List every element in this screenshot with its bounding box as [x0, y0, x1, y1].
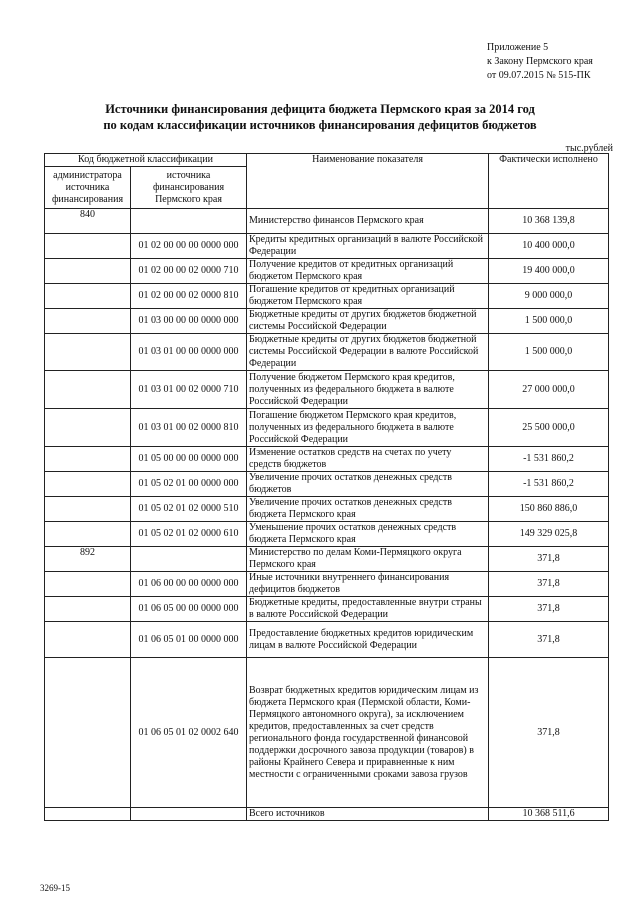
executed-value-cell: 149 329 025,8: [489, 522, 609, 547]
admin-cell: [45, 572, 131, 597]
indicator-name-cell: Увеличение прочих остатков денежных средств бюджета Пермского края: [247, 497, 489, 522]
indicator-name-cell: Предоставление бюджетных кредитов юридическим лицам в валюте Российской Федерации: [247, 622, 489, 658]
table-row: [45, 658, 609, 808]
header-code-group: Код бюджетной классификации: [45, 154, 247, 167]
executed-value-cell: 10 368 139,8: [489, 209, 609, 234]
indicator-name-cell: Увеличение прочих остатков денежных средств бюджетов: [247, 472, 489, 497]
executed-value-cell: 27 000 000,0: [489, 371, 609, 409]
document-code: 3269-15: [40, 883, 70, 893]
table-row: [45, 284, 609, 309]
appendix-line1: Приложение 5: [487, 42, 549, 53]
indicator-name-cell: Министерство финансов Пермского края: [247, 209, 489, 234]
header-name: Наименование показателя: [247, 154, 489, 209]
executed-value-cell: 19 400 000,0: [489, 259, 609, 284]
source-code-cell: 01 06 05 00 00 0000 000: [131, 597, 247, 622]
indicator-name-cell: Бюджетные кредиты от других бюджетов бюджетной системы Российской Федерации: [247, 309, 489, 334]
executed-value-cell: 371,8: [489, 572, 609, 597]
indicator-name-cell: Изменение остатков средств на счетах по учету средств бюджетов: [247, 447, 489, 472]
indicator-name-cell: Возврат бюджетных кредитов юридическим лицам из бюджета Пермского края (Пермской области, Коми-Пермяцкого автономного округа), за исключением кредитов, предоставленных за счет средств регионального фонда государственной финансовой поддержки досрочного завоза продукции (товаров) в районы Крайнего Севера и приравненные к ним местности с ограниченными сроками завоза грузов: [247, 658, 489, 808]
admin-cell: [45, 334, 131, 371]
source-code-cell: 01 02 00 00 02 0000 810: [131, 284, 247, 309]
indicator-name-cell: Погашение бюджетом Пермского края кредитов, полученных из федерального бюджета в валюте Российской Федерации: [247, 409, 489, 447]
executed-value-cell: 371,8: [489, 658, 609, 808]
executed-value-cell: 1 500 000,0: [489, 309, 609, 334]
executed-value-cell: 371,8: [489, 547, 609, 572]
units-label: тыс.рублей: [565, 143, 613, 154]
title-line1: Источники финансирования дефицита бюджета Пермского края за 2014 год: [105, 102, 535, 116]
executed-value-cell: -1 531 860,2: [489, 472, 609, 497]
table-row: [45, 547, 609, 572]
table-row: [45, 497, 609, 522]
table-row: [45, 622, 609, 658]
total-row: [45, 808, 609, 821]
admin-cell: [45, 234, 131, 259]
source-code-cell: 01 05 00 00 00 0000 000: [131, 447, 247, 472]
total-admin-cell: [45, 808, 131, 821]
admin-cell: 892: [45, 547, 131, 572]
indicator-name-cell: Иные источники внутреннего финансирования дефицитов бюджетов: [247, 572, 489, 597]
source-code-cell: 01 03 01 00 02 0000 710: [131, 371, 247, 409]
admin-cell: [45, 309, 131, 334]
document-title: [40, 101, 600, 133]
executed-value-cell: 371,8: [489, 622, 609, 658]
source-code-cell: 01 03 01 00 02 0000 810: [131, 409, 247, 447]
title-line2: по кодам классификации источников финансирования дефицитов бюджетов: [103, 118, 537, 132]
table-row: [45, 472, 609, 497]
table-row: [45, 334, 609, 371]
admin-cell: [45, 597, 131, 622]
source-code-cell: 01 05 02 01 00 0000 000: [131, 472, 247, 497]
source-code-cell: 01 06 05 01 02 0002 640: [131, 658, 247, 808]
indicator-name-cell: Бюджетные кредиты от других бюджетов бюджетной системы Российской Федерации в валюте Российской Федерации: [247, 334, 489, 371]
admin-cell: [45, 284, 131, 309]
total-code-cell: [131, 808, 247, 821]
admin-cell: [45, 371, 131, 409]
executed-value-cell: 150 860 886,0: [489, 497, 609, 522]
executed-value-cell: 1 500 000,0: [489, 334, 609, 371]
table-row: [45, 572, 609, 597]
admin-cell: [45, 522, 131, 547]
admin-cell: [45, 497, 131, 522]
admin-cell: [45, 472, 131, 497]
total-label: Всего источников: [247, 808, 489, 821]
source-code-cell: [131, 547, 247, 572]
source-code-cell: 01 02 00 00 02 0000 710: [131, 259, 247, 284]
source-code-cell: 01 05 02 01 02 0000 510: [131, 497, 247, 522]
source-code-cell: [131, 209, 247, 234]
table-row: [45, 409, 609, 447]
admin-cell: [45, 622, 131, 658]
source-code-cell: 01 06 00 00 00 0000 000: [131, 572, 247, 597]
source-code-cell: 01 05 02 01 02 0000 610: [131, 522, 247, 547]
sources-table: [44, 153, 609, 821]
executed-value-cell: -1 531 860,2: [489, 447, 609, 472]
admin-cell: 840: [45, 209, 131, 234]
indicator-name-cell: Получение кредитов от кредитных организаций бюджетом Пермского края: [247, 259, 489, 284]
table-row: [45, 371, 609, 409]
appendix-line3: от 09.07.2015 № 515-ПК: [487, 70, 591, 81]
table-row: [45, 259, 609, 284]
executed-value-cell: 9 000 000,0: [489, 284, 609, 309]
executed-value-cell: 10 400 000,0: [489, 234, 609, 259]
indicator-name-cell: Министерство по делам Коми-Пермяцкого округа Пермского края: [247, 547, 489, 572]
source-code-cell: 01 03 01 00 00 0000 000: [131, 334, 247, 371]
indicator-name-cell: Погашение кредитов от кредитных организаций бюджетом Пермского края: [247, 284, 489, 309]
table-row: [45, 309, 609, 334]
table-row: [45, 522, 609, 547]
header-source: источника финансирования Пермского края: [131, 167, 247, 209]
admin-cell: [45, 447, 131, 472]
admin-cell: [45, 658, 131, 808]
table-row: [45, 447, 609, 472]
table-row: [45, 234, 609, 259]
admin-cell: [45, 259, 131, 284]
appendix-note: [487, 41, 627, 83]
indicator-name-cell: Уменьшение прочих остатков денежных средств бюджета Пермского края: [247, 522, 489, 547]
indicator-name-cell: Бюджетные кредиты, предоставленные внутри страны в валюте Российской Федерации: [247, 597, 489, 622]
table-row: [45, 209, 609, 234]
table-body: [45, 209, 609, 821]
header-value: Фактически исполнено: [489, 154, 609, 209]
indicator-name-cell: Получение бюджетом Пермского края кредитов, полученных из федерального бюджета в валюте Российской Федерации: [247, 371, 489, 409]
executed-value-cell: 25 500 000,0: [489, 409, 609, 447]
admin-cell: [45, 409, 131, 447]
total-value: 10 368 511,6: [489, 808, 609, 821]
source-code-cell: 01 06 05 01 00 0000 000: [131, 622, 247, 658]
appendix-line2: к Закону Пермского края: [487, 56, 593, 67]
source-code-cell: 01 03 00 00 00 0000 000: [131, 309, 247, 334]
table-row: [45, 597, 609, 622]
indicator-name-cell: Кредиты кредитных организаций в валюте Российской Федерации: [247, 234, 489, 259]
header-admin: администратора источника финансирования: [45, 167, 131, 209]
executed-value-cell: 371,8: [489, 597, 609, 622]
source-code-cell: 01 02 00 00 00 0000 000: [131, 234, 247, 259]
